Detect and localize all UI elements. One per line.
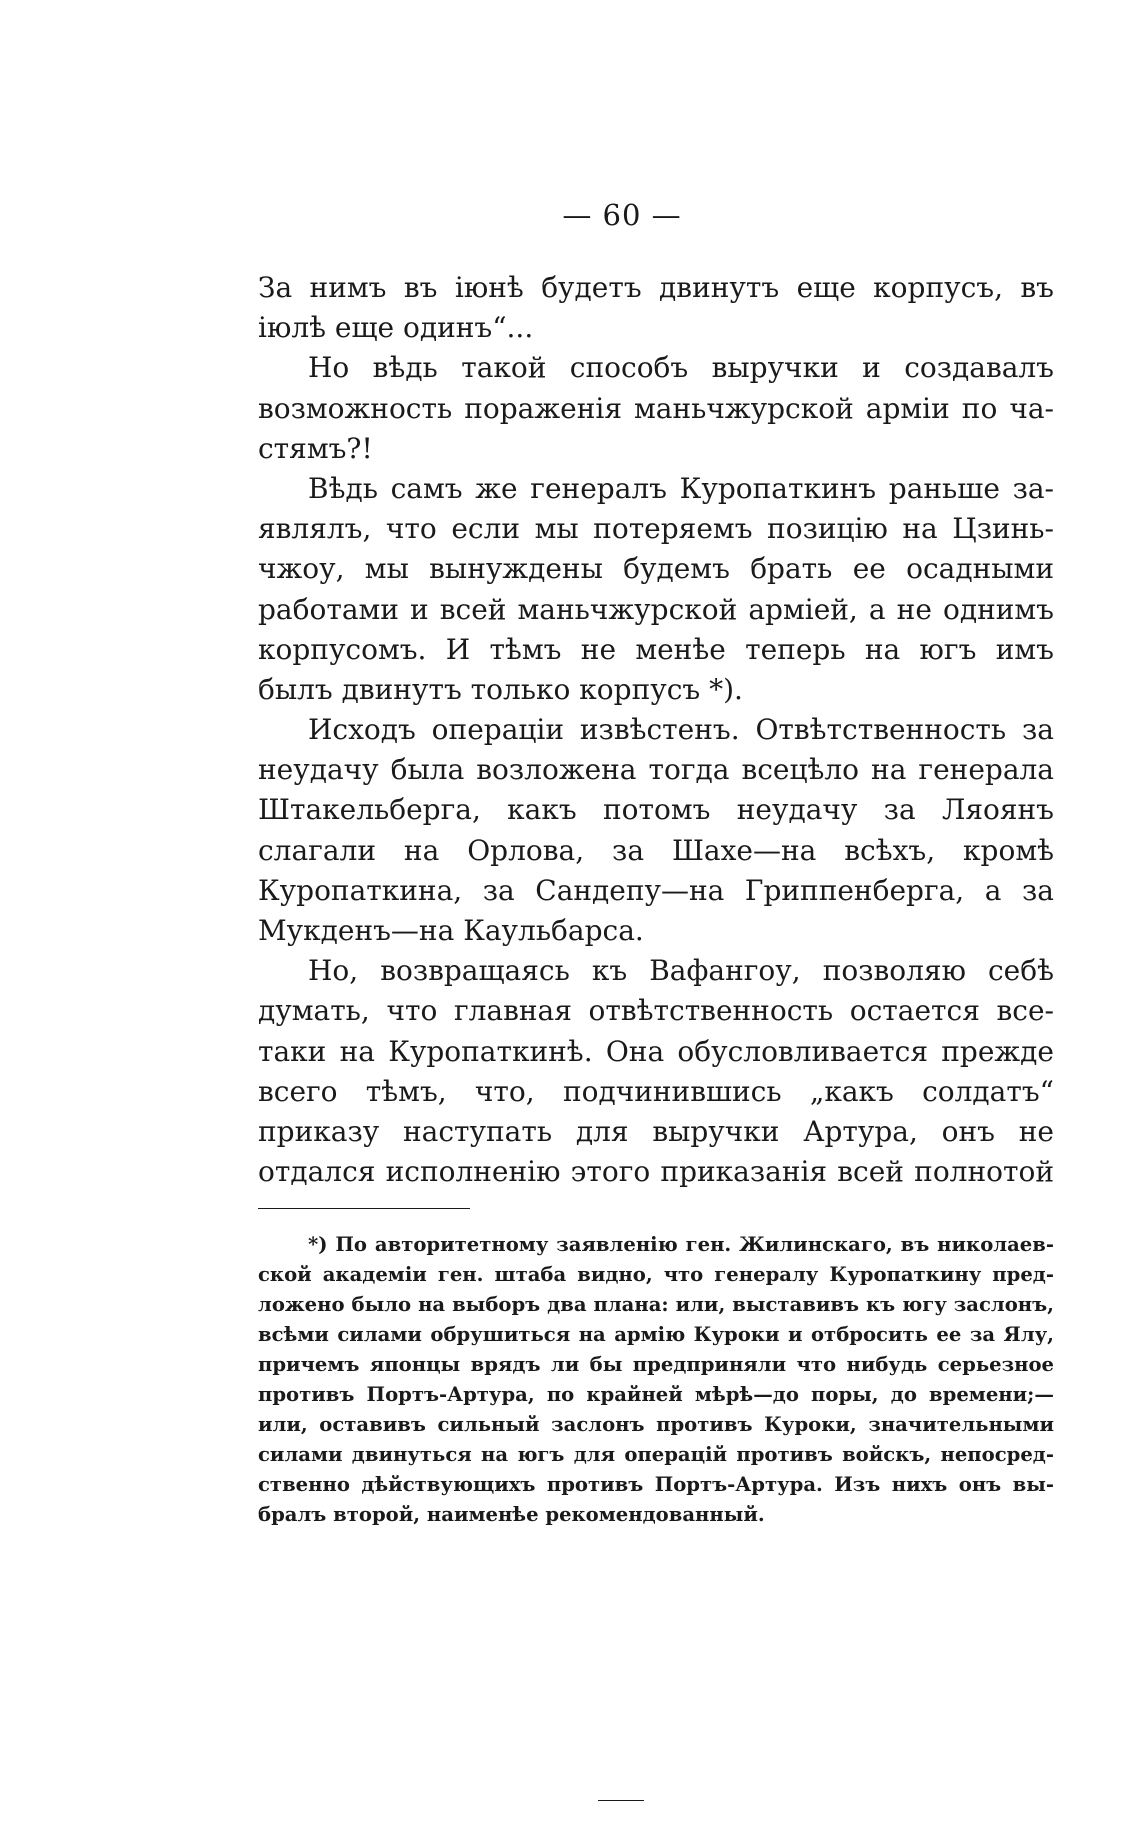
text-line: работами и всей маньчжурской арміей, а не однимъ [258, 592, 1054, 626]
footnote-line: причемъ японцы врядъ ли бы предприняли что нибудь серьезное [258, 1353, 1054, 1376]
text-line: чжоу, мы вынуждены будемъ брать ее осадными [258, 552, 1054, 586]
text-line: Но вѣдь такой способъ выручки и создавалъ [308, 351, 1054, 385]
footnote-line: *) По авторитетному заявленію ген. Жилинскаго, въ николаев- [308, 1233, 1054, 1256]
text-line: Исходъ операціи извѣстенъ. Отвѣтственность за [308, 713, 1054, 747]
footnote-line: ложено было на выборъ два плана: или, выставивъ къ югу заслонъ, [258, 1293, 1054, 1316]
text-line: всего тѣмъ, что, подчинившись „какъ солдатъ“ [258, 1074, 1054, 1108]
body-text [258, 268, 1054, 1192]
text-line: былъ двинутъ только корпусъ *). [258, 672, 743, 706]
footnote-line: ственно дѣйствующихъ противъ Портъ-Артура. Изъ нихъ онъ вы- [258, 1473, 1054, 1496]
text-line: Вѣдь самъ же генералъ Куропаткинъ раньше за- [308, 471, 1054, 505]
text-line: думать, что главная отвѣтственность остается все- [258, 994, 1054, 1028]
text-line: Мукденъ—на Каульбарса. [258, 914, 644, 947]
text-line: корпусомъ. И тѣмъ не менѣе теперь на югъ имъ [258, 632, 1054, 666]
footnote-divider [258, 1208, 470, 1209]
text-line: Штакельберга, какъ потомъ неудачу за Ляоянъ [258, 793, 1054, 827]
text-line: неудачу была возложена тогда всецѣло на генерала [258, 753, 1054, 787]
footnote-line: противъ Портъ-Артура, по крайней мѣрѣ—до поры, до времени;— [258, 1383, 1054, 1406]
text-line: іюлѣ еще одинъ“... [258, 311, 534, 345]
text-line: отдался исполненію этого приказанія всей полнотой [258, 1155, 1054, 1189]
text-line: За нимъ въ іюнѣ будетъ двинутъ еще корпусъ, въ [258, 271, 1054, 304]
text-line: стямъ?! [258, 431, 373, 465]
text-line: Но, возвращаясь къ Вафангоу, позволяю себѣ [308, 954, 1054, 988]
footnote-line: всѣми силами обрушиться на армію Куроки и отбросить ее за Ялу, [258, 1323, 1054, 1346]
text-line: слагали на Орлова, за Шахе—на всѣхъ, кромѣ [258, 833, 1054, 867]
text-line: являлъ, что если мы потеряемъ позицію на Цзинь- [258, 512, 1054, 546]
footnote-line: силами двинуться на югъ для операцій противъ войскъ, непосред- [258, 1443, 1054, 1466]
bottom-divider [598, 1800, 644, 1801]
text-line: Куропаткина, за Сандепу—на Гриппенберга, а за [258, 873, 1054, 907]
text-line: приказу наступать для выручки Артура, онъ не [258, 1114, 1054, 1148]
text-line: возможность пораженія маньчжурской арміи по ча- [258, 391, 1054, 425]
text-line: таки на Куропаткинѣ. Она обусловливается прежде [258, 1034, 1054, 1068]
footnote-line: ской академіи ген. штаба видно, что генералу Куропаткину пред- [258, 1263, 1054, 1286]
footnote-line: или, оставивъ сильный заслонъ противъ Куроки, значительными [258, 1413, 1054, 1436]
footnote [258, 1230, 1054, 1530]
page-number: — 60 — [562, 198, 682, 232]
footnote-line: бралъ второй, наименѣе рекомендованный. [258, 1503, 765, 1526]
